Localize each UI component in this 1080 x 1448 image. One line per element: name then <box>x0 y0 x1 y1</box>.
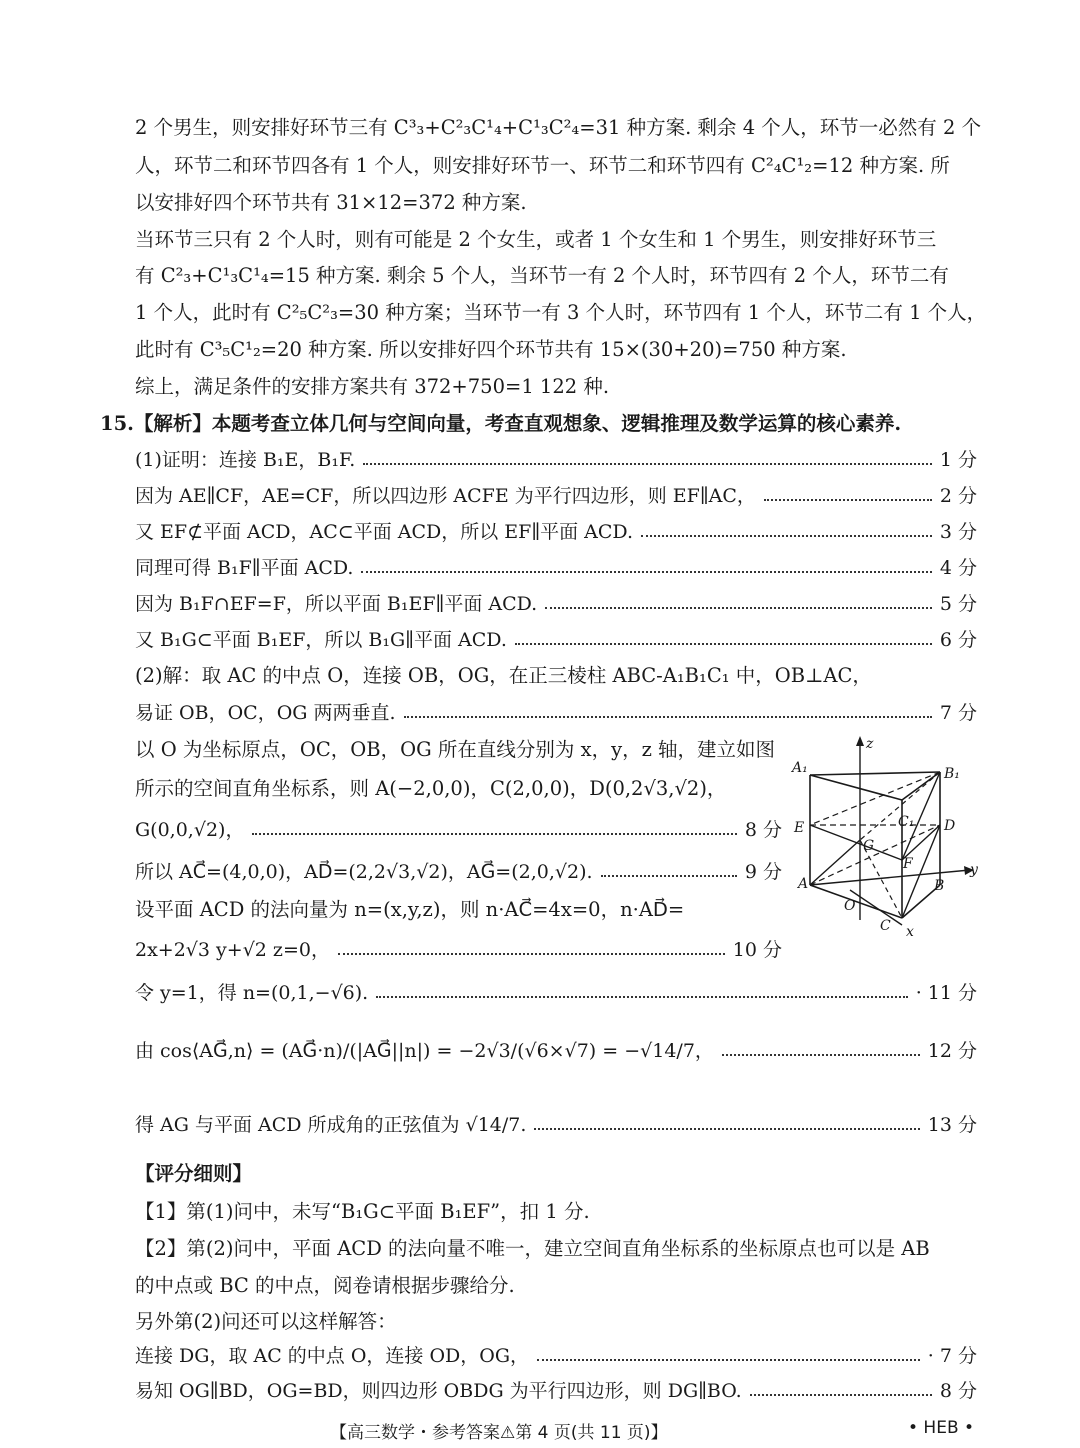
step-text: 易证 OB，OC，OG 两两垂直. <box>135 702 396 724</box>
z-arrow <box>856 736 864 746</box>
leader-dots <box>601 875 737 877</box>
footer-page-info: 【高三数学・参考答案⚠第 4 页(共 11 页)】 <box>330 1423 668 1443</box>
rule-2-line: 的中点或 BC 的中点，阅卷请根据步骤给分. <box>135 1274 515 1297</box>
text-line: 有 C²₃+C¹₃C¹₄=15 种方案. 剩余 5 个人，当环节一有 2 个人时，环节四有 2 个人，环节二有 <box>135 264 949 287</box>
grading-title: 【评分细则】 <box>135 1162 253 1185</box>
text-line: 以 O 为坐标原点，OC，OB，OG 所在直线分别为 x，y，z 轴，建立如图 <box>135 738 776 761</box>
text-line: 此时有 C³₅C¹₂=20 种方案. 所以安排好四个环节共有 15×(30+20)=750 种方案. <box>135 338 847 361</box>
label-F: F <box>903 856 913 872</box>
step-line <box>135 446 977 474</box>
step-score: 10 分 <box>732 939 782 961</box>
segment <box>810 825 940 885</box>
step-line <box>135 590 977 618</box>
y-axis <box>810 870 970 885</box>
step-score: 8 分 <box>939 1380 977 1402</box>
summary-line: 综上，满足条件的安排方案共有 372+750=1 122 种. <box>135 375 610 398</box>
leader-dots <box>545 607 932 609</box>
step-score: 6 分 <box>939 629 977 651</box>
step-text: 令 y=1，得 n=(0,1,−√6). <box>135 982 369 1004</box>
step-score: 1 分 <box>939 449 977 471</box>
text-line: 当环节三只有 2 个人时，则有可能是 2 个女生，或者 1 个女生和 1 个男生，则安排好环节三 <box>135 228 937 251</box>
text-line: 所示的空间直角坐标系，则 A(−2,0,0)，C(2,0,0)，D(0,2√3,√2)， <box>135 777 727 800</box>
label-D: D <box>944 818 956 834</box>
leader-dots <box>361 571 931 573</box>
step-line <box>135 482 977 510</box>
step-line <box>135 699 977 727</box>
label-x: x <box>906 924 914 940</box>
label-E: E <box>794 820 805 836</box>
prism-edge <box>810 885 902 918</box>
step-text: 易知 OG∥BD，OG=BD，则四边形 OBDG 为平行四边形，则 DG∥BO. <box>135 1380 742 1402</box>
leader-dots <box>764 499 932 501</box>
step-text: 同理可得 B₁F∥平面 ACD. <box>135 557 354 579</box>
prism-edge <box>810 775 902 800</box>
step-text: 又 B₁G⊂平面 B₁EF，所以 B₁G∥平面 ACD. <box>135 629 507 651</box>
step-line <box>135 858 782 886</box>
leader-dots <box>750 1394 932 1396</box>
leader-dots <box>376 996 907 998</box>
leader-dots <box>641 535 932 537</box>
rule-1: 【1】第(1)问中，未写“B₁G⊂平面 B₁EF”，扣 1 分. <box>135 1200 590 1223</box>
text-line: 设平面 ACD 的法向量为 n=(x,y,z)，则 n·AC⃗=4x=0，n·AD⃗= <box>135 898 685 921</box>
leader-dots <box>537 1359 920 1361</box>
step-score: 4 分 <box>939 557 977 579</box>
footer-code: • HEB • <box>908 1418 975 1438</box>
step-line <box>135 1377 977 1405</box>
leader-dots <box>534 1128 919 1130</box>
step-score: 9 分 <box>744 861 782 883</box>
step-text: 连接 DG，取 AC 的中点 O，连接 OD，OG， <box>135 1345 530 1367</box>
label-B: B <box>934 878 945 894</box>
step-line <box>135 1037 977 1065</box>
step-score: 12 分 <box>927 1040 977 1062</box>
step-score: 5 分 <box>939 593 977 615</box>
step-text: 由 cos⟨AG⃗,n⟩ = (AG⃗·n)/(|AG⃗||n|) = −2√3/(√6×√7) = −√14/7， <box>135 1040 714 1062</box>
leader-dots <box>252 833 736 835</box>
label-A1: A₁ <box>792 760 808 776</box>
step-text: 因为 AE∥CF，AE=CF，所以四边形 ACFE 为平行四边形，则 EF∥AC， <box>135 485 756 507</box>
step-text: 所以 AC⃗=(4,0,0)，AD⃗=(2,2√3,√2)，AG⃗=(2,0,√2). <box>135 861 593 883</box>
step-text: 因为 B₁F∩EF=F，所以平面 B₁EF∥平面 ACD. <box>135 593 538 615</box>
prism-edge <box>810 772 940 775</box>
leader-dots <box>404 716 932 718</box>
label-B1: B₁ <box>944 766 960 782</box>
step-line <box>135 936 782 964</box>
segment <box>902 825 940 860</box>
step-text: (1)证明：连接 B₁E，B₁F. <box>135 449 356 471</box>
text-line: 1 个人，此时有 C²₅C²₃=30 种方案；当环节一有 3 个人时，环节四有 1 个人，环节二有 1 个人， <box>135 301 987 324</box>
leader-dots <box>363 463 932 465</box>
label-O: O <box>844 898 856 914</box>
segment <box>810 840 860 885</box>
step-text: G(0,0,√2)， <box>135 819 245 841</box>
label-G: G <box>863 838 875 854</box>
leader-dots <box>515 643 932 645</box>
question-15-header: 15.【解析】本题考查立体几何与空间向量，考查直观想象、逻辑推理及数学运算的核心素养. <box>100 412 902 435</box>
step-score: 7 分 <box>939 702 977 724</box>
step-line <box>135 518 977 546</box>
prism-figure <box>790 730 990 945</box>
alt-intro: 另外第(2)问还可以这样解答： <box>135 1310 397 1333</box>
step-line <box>135 626 977 654</box>
label-C1: C₁ <box>898 814 915 830</box>
step-score: · 11 分 <box>915 982 977 1004</box>
segment <box>810 825 902 860</box>
text-line: 2 个男生，则安排好环节三有 C³₃+C²₃C¹₄+C¹₃C²₄=31 种方案. 剩余 4 个人，环节一必然有 2 个 <box>135 116 982 139</box>
label-C: C <box>880 918 891 934</box>
leader-dots <box>722 1054 920 1056</box>
step-score: · 7 分 <box>927 1345 977 1367</box>
step-score: 2 分 <box>939 485 977 507</box>
step-score: 3 分 <box>939 521 977 543</box>
step-text: 2x+2√3 y+√2 z=0， <box>135 939 330 961</box>
rule-2-line: 【2】第(2)问中，平面 ACD 的法向量不唯一，建立空间直角坐标系的坐标原点也可以是 AB <box>135 1237 930 1260</box>
step-text: 又 EF⊄平面 ACD，AC⊂平面 ACD，所以 EF∥平面 ACD. <box>135 521 634 543</box>
leader-dots <box>338 953 725 955</box>
step-line <box>135 979 977 1007</box>
label-y: y <box>970 862 978 878</box>
step-text: 得 AG 与平面 ACD 所成角的正弦值为 √14/7. <box>135 1114 527 1136</box>
step-score: 8 分 <box>744 819 782 841</box>
x-axis <box>850 890 902 925</box>
step-line <box>135 1111 977 1139</box>
label-z: z <box>866 736 874 752</box>
step-score: 13 分 <box>927 1114 977 1136</box>
text-line: 以安排好四个环节共有 31×12=372 种方案. <box>135 191 527 214</box>
text-line: (2)解：取 AC 的中点 O，连接 OB，OG，在正三棱柱 ABC-A₁B₁C₁ 中，OB⊥AC， <box>135 664 872 687</box>
step-line <box>135 554 977 582</box>
step-line <box>135 816 782 844</box>
step-line <box>135 1342 977 1370</box>
label-A: A <box>798 876 809 892</box>
text-line: 人，环节二和环节四各有 1 个人，则安排好环节一、环节二和环节四有 C²₄C¹₂=12 种方案. 所 <box>135 154 950 177</box>
